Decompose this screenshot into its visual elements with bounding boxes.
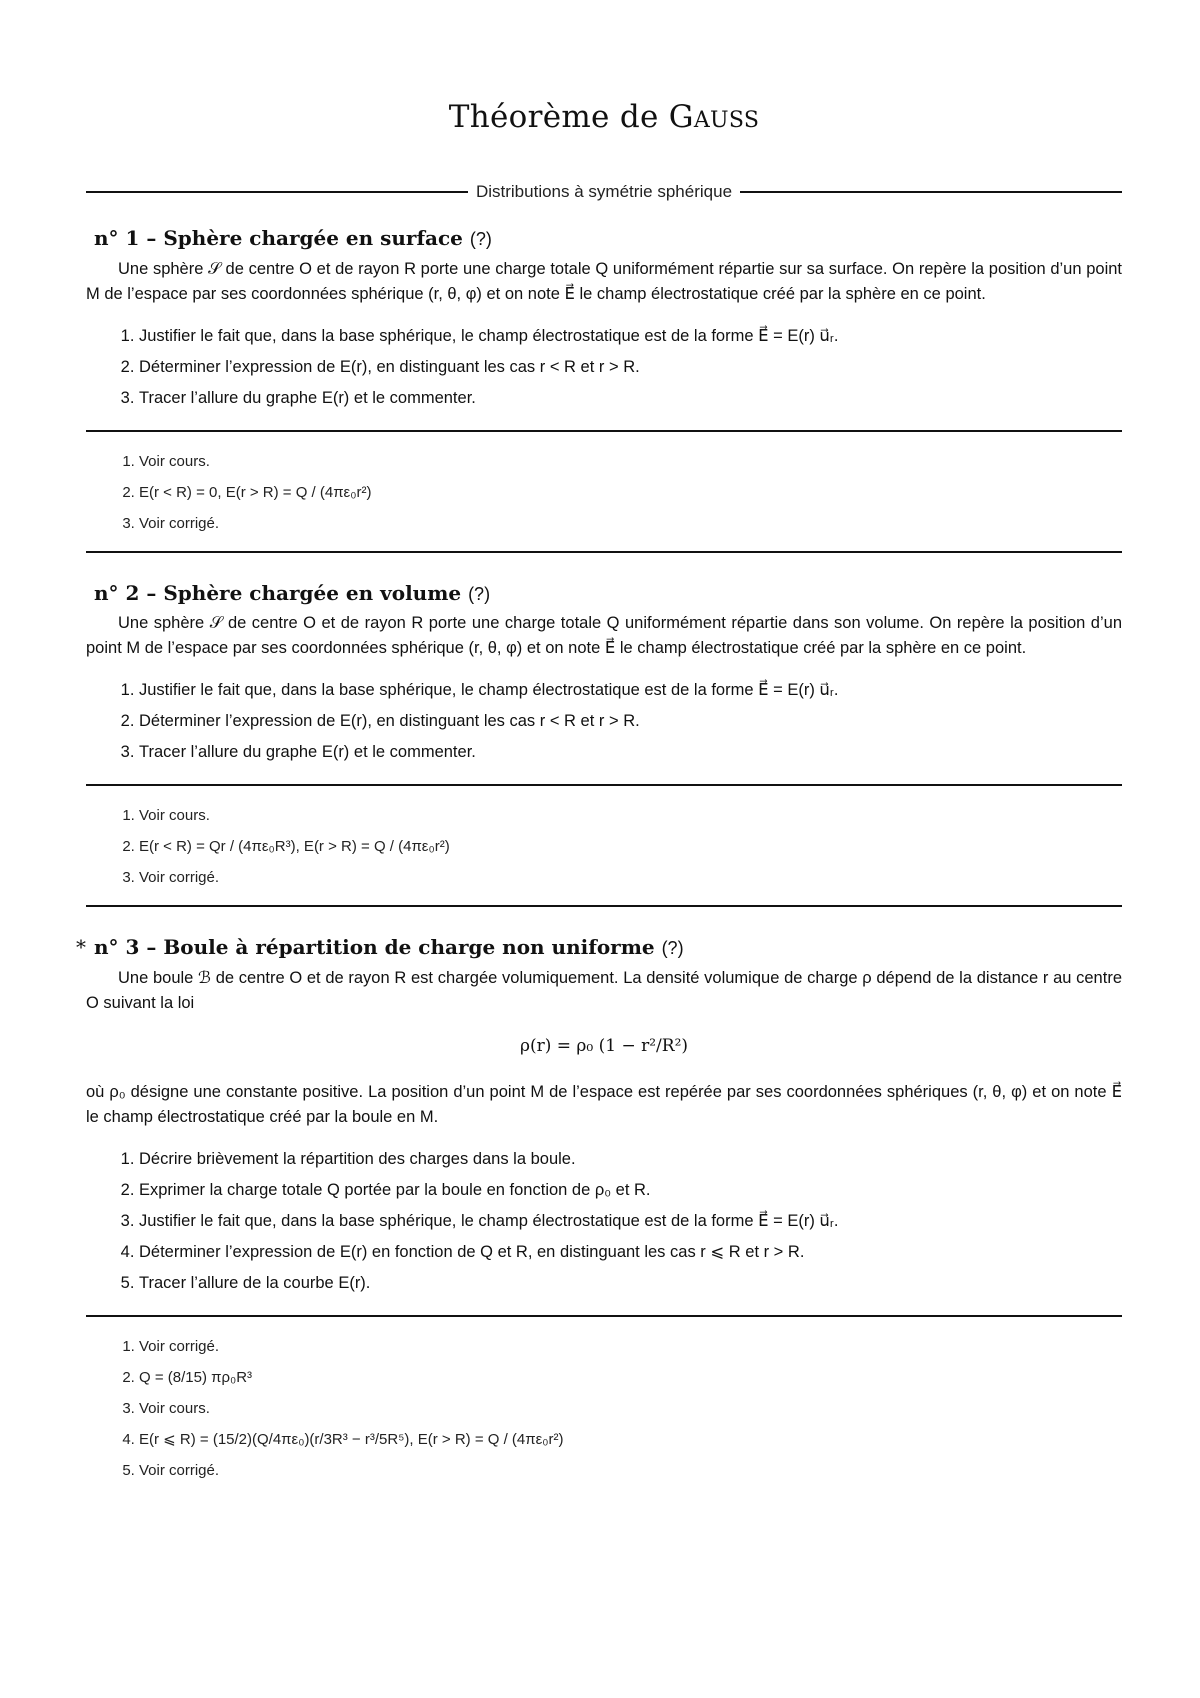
document-page [76, 0, 1122, 1498]
question-item: 1. Justifier le fait que, dans la base sphérique, le champ électrostatique est de la forme E⃗ = E(r) u⃗ᵣ. [139, 675, 1122, 706]
density-formula: ρ(r) = ρ₀ (1 − r²/R²) [519, 1035, 689, 1056]
difficulty-marker: (?) [468, 583, 491, 604]
question-list [86, 321, 1122, 414]
answer-rule-top [86, 784, 1122, 786]
question-item: 2. Déterminer l’expression de E(r), en distinguant les cas r < R et r > R. [139, 706, 1122, 737]
exercise-title-text: n° 3 – Boule à répartition de charge non uniforme [94, 935, 655, 960]
question-item: 3. Justifier le fait que, dans la base sphérique, le champ électrostatique est de la forme E⃗ = E(r) u⃗ᵣ. [139, 1206, 1122, 1237]
answer-item: 1. Voir corrigé. [139, 1331, 1122, 1362]
question-list [86, 675, 1122, 768]
answer-rule-top [86, 1315, 1122, 1317]
exercise-title [86, 226, 1122, 251]
answer-list [86, 1331, 1122, 1486]
exercise-title [76, 935, 1122, 960]
answer-rule-bottom [86, 905, 1122, 907]
answer-rule-bottom [86, 551, 1122, 553]
answer-item: 2. E(r < R) = 0, E(r > R) = Q / (4πε₀r²) [139, 477, 1122, 508]
answer-item: 2. Q = (8/15) πρ₀R³ [139, 1362, 1122, 1393]
question-item: 2. Exprimer la charge totale Q portée par la boule en fonction de ρ₀ et R. [139, 1175, 1122, 1206]
answer-item: 4. E(r ⩽ R) = (15/2)(Q/4πε₀)(r/3R³ − r³/5R⁵), E(r > R) = Q / (4πε₀r²) [139, 1424, 1122, 1455]
section-title: Distributions à symétrie sphérique [475, 182, 733, 202]
question-item: 1. Justifier le fait que, dans la base sphérique, le champ électrostatique est de la forme E⃗ = E(r) u⃗ᵣ. [139, 321, 1122, 352]
exercise-statement: Une sphère 𝒮 de centre O et de rayon R porte une charge totale Q uniformément répartie dans son volume. On repère la position d’un point M de l’espace par ses coordonnées sphérique (r, θ, φ) et on note E⃗ le champ électrostatique créé par la sphère en ce point. [86, 614, 1122, 658]
title-prefix: Théorème de [448, 99, 659, 135]
title-name: Gauss [668, 99, 760, 135]
exercise-title-text: n° 2 – Sphère chargée en volume [94, 580, 462, 605]
answer-list [86, 446, 1122, 539]
question-list [86, 1144, 1122, 1299]
difficulty-marker: (?) [661, 938, 684, 959]
exercise-3 [76, 935, 1122, 1486]
question-item: 3. Tracer l’allure du graphe E(r) et le commenter. [139, 737, 1122, 768]
difficulty-marker: (?) [469, 229, 492, 250]
question-item: 5. Tracer l’allure de la courbe E(r). [139, 1268, 1122, 1299]
question-item: 4. Déterminer l’expression de E(r) en fonction de Q et R, en distinguant les cas r ⩽ R et r > R. [139, 1237, 1122, 1268]
answer-item: 1. Voir cours. [139, 446, 1122, 477]
answer-list [86, 800, 1122, 893]
star-marker: * [76, 935, 86, 960]
question-item: 1. Décrire brièvement la répartition des charges dans la boule. [139, 1144, 1122, 1175]
answer-item: 2. E(r < R) = Qr / (4πε₀R³), E(r > R) = Q / (4πε₀r²) [139, 831, 1122, 862]
answer-rule-top [86, 430, 1122, 432]
exercise-title [86, 581, 1122, 606]
answer-item: 3. Voir cours. [139, 1393, 1122, 1424]
page-title [86, 100, 1122, 134]
answer-item: 1. Voir cours. [139, 800, 1122, 831]
section-header [86, 182, 1122, 202]
section-rule-left [86, 191, 468, 193]
exercise-1 [86, 226, 1122, 553]
section-rule-right [740, 191, 1122, 193]
answer-item: 5. Voir corrigé. [139, 1455, 1122, 1486]
question-item: 3. Tracer l’allure du graphe E(r) et le commenter. [139, 383, 1122, 414]
question-item: 2. Déterminer l’expression de E(r), en distinguant les cas r < R et r > R. [139, 352, 1122, 383]
exercise-statement: Une boule ℬ de centre O et de rayon R est chargée volumiquement. La densité volumique de charge ρ dépend de la distance r au centre O suivant la loi [86, 968, 1122, 1012]
exercise-statement-continued: où ρ₀ désigne une constante positive. La position d’un point M de l’espace est repérée par ses coordonnées sphériques (r, θ, φ) et on note E⃗ le champ électrostatique créé par la boule en M. [86, 1082, 1122, 1126]
answer-item: 3. Voir corrigé. [139, 862, 1122, 893]
answer-item: 3. Voir corrigé. [139, 508, 1122, 539]
exercise-2 [86, 581, 1122, 908]
exercise-title-text: n° 1 – Sphère chargée en surface [94, 226, 463, 251]
exercise-statement: Une sphère 𝒮 de centre O et de rayon R porte une charge totale Q uniformément répartie sur sa surface. On repère la position d’un point M de l’espace par ses coordonnées sphérique (r, θ, φ) et on note E⃗ le champ électrostatique créé par la sphère en ce point. [86, 259, 1122, 303]
